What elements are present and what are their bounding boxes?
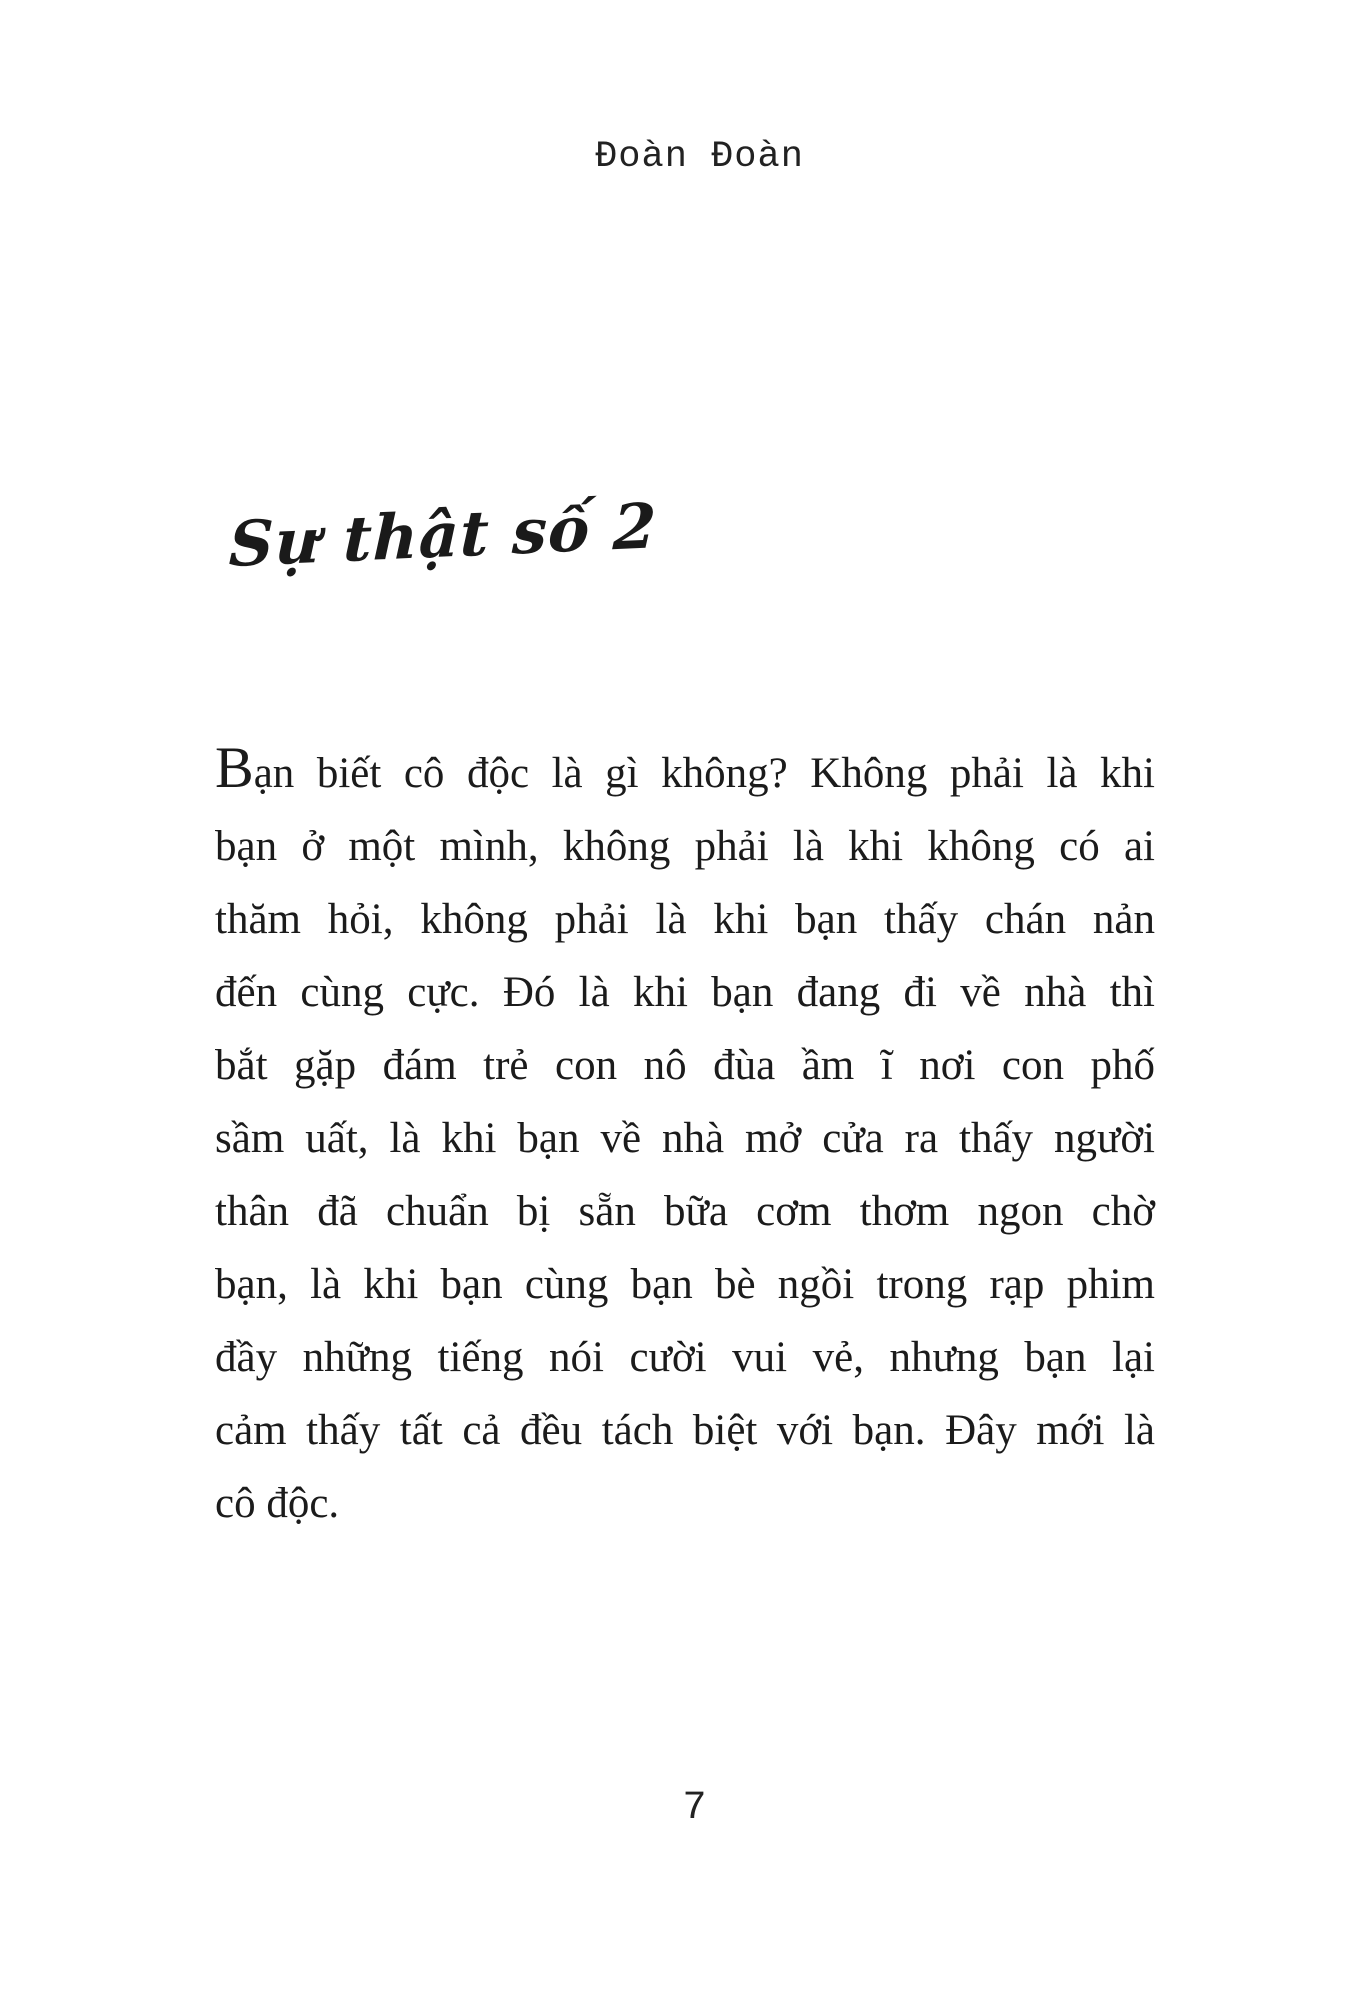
body-line: thăm hỏi, không phải là khi bạn thấy chán nản bbox=[215, 896, 1155, 943]
body-line: bạn, là khi bạn cùng bạn bè ngồi trong rạp phim bbox=[215, 1261, 1155, 1308]
page-number: 7 bbox=[682, 1786, 707, 1831]
drop-cap-initial: B bbox=[215, 735, 254, 800]
body-text bbox=[215, 731, 1155, 1540]
body-line: sầm uất, là khi bạn về nhà mở cửa ra thấy người bbox=[215, 1115, 1155, 1162]
body-line: cô độc. bbox=[215, 1480, 340, 1527]
body-line: đến cùng cực. Đó là khi bạn đang đi về nhà thì bbox=[215, 969, 1155, 1016]
body-line: cảm thấy tất cả đều tách biệt với bạn. Đây mới là bbox=[215, 1407, 1155, 1454]
chapter-title: Sự thật số 2 bbox=[228, 489, 659, 581]
body-line: bạn ở một mình, không phải là khi không có ai bbox=[215, 823, 1155, 870]
body-line: bắt gặp đám trẻ con nô đùa ầm ĩ nơi con phố bbox=[215, 1042, 1155, 1089]
body-line: Bạn biết cô độc là gì không? Không phải là khi bbox=[215, 735, 1155, 800]
running-header-author: Đoàn Đoàn bbox=[595, 136, 804, 178]
body-line: thân đã chuẩn bị sẵn bữa cơm thơm ngon chờ bbox=[215, 1188, 1155, 1235]
body-line: đầy những tiếng nói cười vui vẻ, nhưng bạn lại bbox=[215, 1334, 1155, 1381]
